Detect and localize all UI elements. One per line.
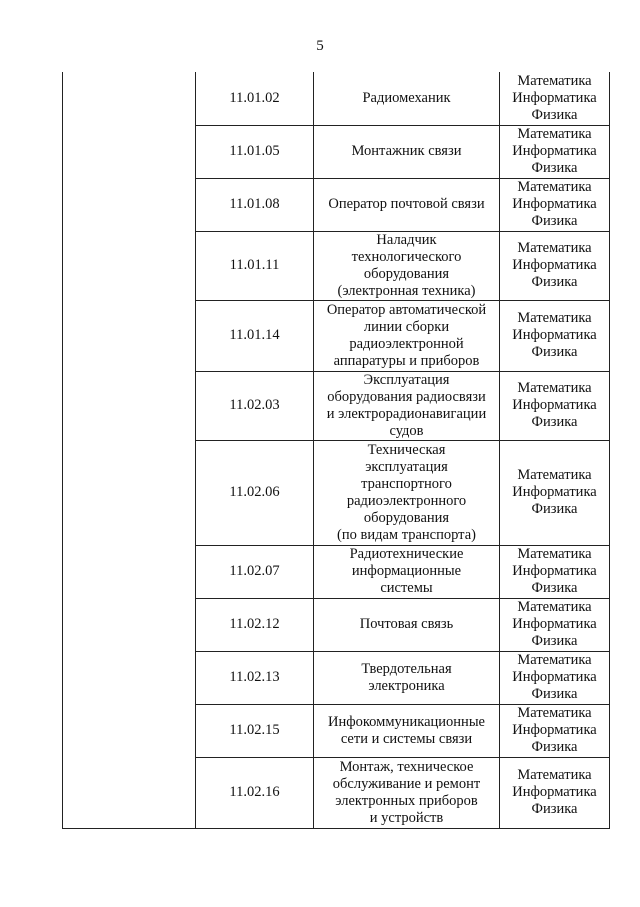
exam-subjects <box>500 440 610 545</box>
specialty-name-line: и электрорадионавигации <box>326 405 487 422</box>
empty-cell <box>63 757 196 828</box>
exam-subject: Информатика <box>512 784 597 800</box>
empty-cell <box>63 72 196 125</box>
specialty-code: 11.02.07 <box>196 545 314 598</box>
specialty-code: 11.02.13 <box>196 651 314 704</box>
table-row <box>63 231 610 300</box>
specialty-name <box>314 178 500 231</box>
specialty-name-line: радиоэлектронного <box>346 492 467 509</box>
specialty-code: 11.01.08 <box>196 178 314 231</box>
exam-subject: Физика <box>531 106 578 123</box>
table-row <box>63 651 610 704</box>
specialty-code: 11.02.12 <box>196 598 314 651</box>
table-row <box>63 125 610 178</box>
specialty-code: 11.02.15 <box>196 704 314 757</box>
specialty-name <box>314 757 500 828</box>
exam-subject: Информатика <box>512 143 597 159</box>
table-row <box>63 178 610 231</box>
exam-subjects <box>500 704 610 757</box>
specialty-name <box>314 545 500 598</box>
empty-cell <box>63 545 196 598</box>
specialty-code: 11.02.16 <box>196 757 314 828</box>
specialty-name-line: технологического <box>351 248 462 265</box>
exam-subject: Физика <box>531 160 578 176</box>
specialty-name-line: оборудования радиосвязи <box>327 388 486 405</box>
exam-subject: Информатика <box>512 397 597 413</box>
specialty-name-line: и устройств <box>369 809 444 826</box>
exam-subject: Математика <box>517 767 592 783</box>
empty-cell <box>63 651 196 704</box>
exam-subjects <box>500 371 610 440</box>
specialty-name <box>314 72 500 125</box>
table-row <box>63 371 610 440</box>
exam-subject: Математика <box>517 240 592 256</box>
exam-subjects <box>500 757 610 828</box>
specialty-name-line: (электронная техника) <box>337 282 476 299</box>
specialty-code: 11.01.05 <box>196 125 314 178</box>
table-row <box>63 757 610 828</box>
specialty-name <box>314 704 500 757</box>
exam-subject: Физика <box>531 686 578 702</box>
specialty-name-line: электронных приборов <box>335 792 478 809</box>
exam-subjects <box>500 598 610 651</box>
exam-subject: Физика <box>531 344 578 360</box>
specialty-name-line: (по видам транспорта) <box>337 526 476 543</box>
exam-subjects <box>500 125 610 178</box>
specialty-code: 11.01.11 <box>196 231 314 300</box>
exam-subject: Информатика <box>512 669 597 685</box>
specialty-name-line: оборудования <box>363 265 450 282</box>
specialty-name-line: радиоэлектронной <box>349 335 464 352</box>
exam-subjects <box>500 545 610 598</box>
specialty-name <box>314 300 500 371</box>
specialty-code: 11.02.03 <box>196 371 314 440</box>
specialty-name-line: Техническая <box>367 441 446 458</box>
table-body <box>63 72 610 828</box>
specialty-name-line: системы <box>380 580 433 596</box>
page-number: 5 <box>316 38 324 54</box>
empty-cell <box>63 178 196 231</box>
exam-subject: Физика <box>531 414 578 430</box>
exam-subjects <box>500 231 610 300</box>
exam-subjects <box>500 651 610 704</box>
specialty-name-line: Радиотехнические <box>349 546 464 562</box>
specialty-name-line: Радиомеханик <box>362 89 451 106</box>
specialty-name-line: Твердотельная <box>361 660 452 677</box>
exam-subject: Информатика <box>512 196 597 212</box>
exam-subject: Математика <box>517 310 592 326</box>
specialty-code: 11.01.14 <box>196 300 314 371</box>
exam-subject: Математика <box>517 179 592 195</box>
specialty-name <box>314 371 500 440</box>
specialty-name <box>314 651 500 704</box>
specialty-name <box>314 598 500 651</box>
specialty-name-line: оборудования <box>363 509 450 526</box>
table-row <box>63 72 610 125</box>
exam-subject: Математика <box>517 380 592 396</box>
exam-subject: Информатика <box>512 722 597 738</box>
empty-cell <box>63 300 196 371</box>
empty-cell <box>63 231 196 300</box>
exam-subject: Математика <box>517 546 592 562</box>
exam-subject: Математика <box>517 126 592 142</box>
exam-subject: Математика <box>517 705 592 721</box>
empty-cell <box>63 704 196 757</box>
table-row <box>63 300 610 371</box>
specialty-name <box>314 125 500 178</box>
exam-subject: Информатика <box>512 257 597 273</box>
specialty-name-line: сети и системы связи <box>340 730 473 747</box>
specialty-code: 11.02.06 <box>196 440 314 545</box>
exam-subject: Физика <box>531 274 578 290</box>
specialty-name <box>314 440 500 545</box>
exam-subjects <box>500 72 610 125</box>
specialty-name-line: Эксплуатация <box>363 371 450 388</box>
specialty-name-line: Инфокоммуникационные <box>327 713 485 730</box>
table-row <box>63 704 610 757</box>
specialty-name <box>314 231 500 300</box>
exam-subject: Информатика <box>512 616 597 632</box>
exam-subjects <box>500 178 610 231</box>
specialty-name-line: Почтовая связь <box>359 616 454 632</box>
specialty-name-line: аппаратуры и приборов <box>333 352 480 369</box>
table-row <box>63 545 610 598</box>
exam-subject: Физика <box>531 580 578 596</box>
empty-cell <box>63 371 196 440</box>
specialty-name-line: электроника <box>368 677 445 694</box>
exam-subject: Математика <box>517 599 592 615</box>
specialty-name-line: Монтажник связи <box>351 143 462 159</box>
exam-subjects <box>500 300 610 371</box>
exam-subject: Информатика <box>512 89 597 106</box>
exam-subject: Информатика <box>512 563 597 579</box>
specialty-name-line: Наладчик <box>376 231 437 248</box>
exam-subject: Физика <box>531 801 578 817</box>
exam-subject: Информатика <box>512 484 597 500</box>
empty-cell <box>63 125 196 178</box>
specialties-table <box>62 72 610 829</box>
exam-subject: Информатика <box>512 327 597 343</box>
table-row <box>63 440 610 545</box>
exam-subject: Математика <box>517 652 592 668</box>
specialty-name-line: эксплуатация <box>365 458 448 475</box>
specialty-name-line: информационные <box>351 563 462 579</box>
exam-subject: Математика <box>517 467 592 483</box>
exam-subject: Физика <box>531 739 578 755</box>
table-row <box>63 598 610 651</box>
exam-subject: Математика <box>517 72 592 89</box>
exam-subject: Физика <box>531 633 578 649</box>
empty-cell <box>63 598 196 651</box>
specialty-name-line: Монтаж, техническое <box>339 758 474 775</box>
specialty-name-line: Оператор автоматической <box>326 301 487 318</box>
specialty-name-line: судов <box>389 422 424 439</box>
specialty-name-line: линии сборки <box>363 318 450 335</box>
specialty-name-line: обслуживание и ремонт <box>332 775 481 792</box>
specialty-code: 11.01.02 <box>196 72 314 125</box>
specialty-name-line: Оператор почтовой связи <box>328 196 485 212</box>
exam-subject: Физика <box>531 501 578 517</box>
exam-subject: Физика <box>531 213 578 229</box>
specialty-name-line: транспортного <box>361 475 452 492</box>
empty-cell <box>63 440 196 545</box>
